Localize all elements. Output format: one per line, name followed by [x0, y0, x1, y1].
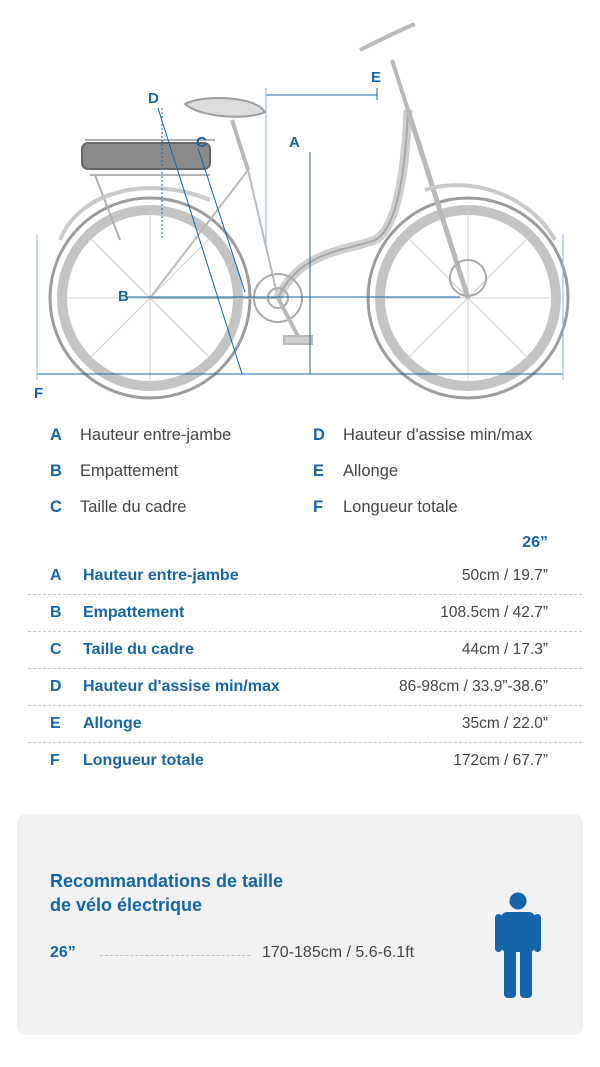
table-row: [28, 706, 582, 743]
saddle: [185, 98, 265, 117]
row-name: Longueur totale: [83, 752, 204, 769]
recommendation-title-line-1: Recommandations de taille: [50, 871, 284, 891]
row-value: 35cm / 22.0”: [461, 715, 548, 732]
row-value: 172cm / 67.7”: [453, 752, 548, 769]
table-row: [28, 595, 582, 632]
table-row: [28, 558, 582, 595]
legend-label: Hauteur entre-jambe: [80, 426, 232, 444]
recommended-wheel-size: 26”: [50, 944, 76, 961]
legend-label: Hauteur d'assise min/max: [343, 426, 533, 444]
row-name: Hauteur d'assise min/max: [83, 678, 280, 695]
diagram-label-d: D: [148, 90, 159, 107]
row-name: Taille du cadre: [83, 641, 194, 658]
row-value: 50cm / 19.7”: [461, 567, 548, 584]
legend-key: F: [313, 498, 324, 516]
row-name: Hauteur entre-jambe: [83, 567, 239, 584]
legend-key: E: [313, 462, 325, 480]
rider-height-range: 170-185cm / 5.6-6.1ft: [262, 944, 415, 961]
recommendation-title: [50, 869, 283, 917]
diagram-label-e: E: [371, 69, 382, 86]
row-key: F: [50, 752, 60, 769]
legend-key: C: [50, 498, 62, 516]
diagram-label-a: A: [289, 134, 300, 151]
row-key: E: [50, 715, 61, 732]
row-key: C: [50, 641, 62, 658]
legend-key: A: [50, 426, 62, 444]
row-value: 44cm / 17.3”: [461, 641, 548, 658]
diagram-label-f: F: [34, 385, 44, 402]
size-column-header: 26”: [522, 534, 548, 551]
table-row: [28, 669, 582, 706]
handlebar: [360, 24, 415, 50]
legend-label: Taille du cadre: [80, 498, 187, 516]
legend-key: D: [313, 426, 325, 444]
bike-drawing: [50, 24, 568, 398]
legend-label: Allonge: [343, 462, 399, 480]
diagram-label-c: C: [196, 134, 207, 151]
measure-c-line: [198, 148, 245, 292]
table-row: [28, 632, 582, 669]
recommendation-title-line-2: de vélo électrique: [50, 895, 203, 915]
row-name: Allonge: [83, 715, 142, 732]
row-key: B: [50, 604, 62, 621]
dimension-legend: [0, 420, 600, 530]
legend-label: Empattement: [80, 462, 179, 480]
row-key: A: [50, 567, 62, 584]
legend-key: B: [50, 462, 62, 480]
stem: [392, 60, 408, 110]
fork: [408, 110, 468, 298]
dotted-leader: [100, 955, 250, 956]
battery: [82, 143, 210, 169]
diagram-label-b: B: [118, 288, 129, 305]
row-value: 108.5cm / 42.7”: [440, 604, 548, 621]
legend-label: Longueur totale: [343, 498, 458, 516]
bike-geometry-diagram: [0, 0, 600, 410]
row-value: 86-98cm / 33.9”-38.6”: [398, 678, 548, 695]
seat-post: [232, 120, 248, 170]
table-row: [28, 743, 582, 779]
person-icon: [495, 892, 541, 998]
row-key: D: [50, 678, 62, 695]
bike-illustration: [0, 0, 600, 410]
size-recommendation-panel: [17, 814, 583, 1035]
spec-table: [28, 558, 582, 779]
row-name: Empattement: [83, 604, 185, 621]
